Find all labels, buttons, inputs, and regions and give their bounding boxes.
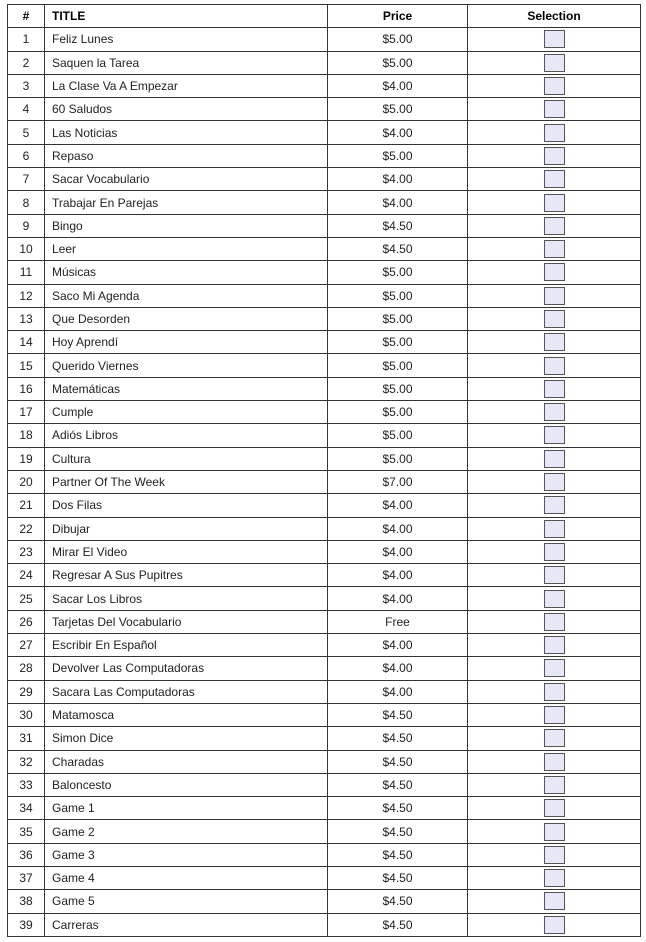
row-number: 15	[8, 354, 45, 377]
row-price: $4.00	[328, 517, 468, 540]
selection-checkbox[interactable]	[544, 496, 565, 514]
table-row	[8, 913, 641, 936]
selection-checkbox[interactable]	[544, 403, 565, 421]
row-price: $5.00	[328, 331, 468, 354]
row-title: Leer	[45, 237, 328, 260]
header-title: TITLE	[45, 5, 328, 28]
order-table	[7, 4, 641, 937]
row-title: Bingo	[45, 214, 328, 237]
row-number: 13	[8, 307, 45, 330]
selection-checkbox[interactable]	[544, 892, 565, 910]
row-title: Game 1	[45, 797, 328, 820]
row-selection-cell	[468, 354, 641, 377]
table-row	[8, 657, 641, 680]
row-price: $5.00	[328, 447, 468, 470]
table-row	[8, 307, 641, 330]
selection-checkbox[interactable]	[544, 706, 565, 724]
row-price: $5.00	[328, 401, 468, 424]
row-selection-cell	[468, 261, 641, 284]
row-price: $4.00	[328, 680, 468, 703]
row-number: 9	[8, 214, 45, 237]
row-selection-cell	[468, 587, 641, 610]
selection-checkbox[interactable]	[544, 729, 565, 747]
row-selection-cell	[468, 447, 641, 470]
row-number: 2	[8, 51, 45, 74]
table-row	[8, 237, 641, 260]
row-number: 32	[8, 750, 45, 773]
table-row	[8, 424, 641, 447]
selection-checkbox[interactable]	[544, 77, 565, 95]
row-price: $5.00	[328, 424, 468, 447]
table-row	[8, 866, 641, 889]
row-title: Hoy Aprendí	[45, 331, 328, 354]
row-number: 36	[8, 843, 45, 866]
row-selection-cell	[468, 866, 641, 889]
row-number: 16	[8, 377, 45, 400]
row-selection-cell	[468, 564, 641, 587]
row-number: 3	[8, 74, 45, 97]
row-number: 8	[8, 191, 45, 214]
row-selection-cell	[468, 727, 641, 750]
row-number: 18	[8, 424, 45, 447]
row-number: 33	[8, 773, 45, 796]
row-selection-cell	[468, 121, 641, 144]
selection-checkbox[interactable]	[544, 30, 565, 48]
row-title: Saquen la Tarea	[45, 51, 328, 74]
row-title: Charadas	[45, 750, 328, 773]
row-selection-cell	[468, 820, 641, 843]
table-row	[8, 470, 641, 493]
table-row	[8, 773, 641, 796]
row-title: Dos Filas	[45, 494, 328, 517]
selection-checkbox[interactable]	[544, 426, 565, 444]
row-title: Mirar El Video	[45, 540, 328, 563]
selection-checkbox[interactable]	[544, 543, 565, 561]
row-title: Sacara Las Computadoras	[45, 680, 328, 703]
row-price: $4.50	[328, 750, 468, 773]
table-row	[8, 51, 641, 74]
row-price: $4.50	[328, 913, 468, 936]
row-number: 25	[8, 587, 45, 610]
table-row	[8, 74, 641, 97]
row-selection-cell	[468, 843, 641, 866]
row-title: Escribir En Español	[45, 634, 328, 657]
row-selection-cell	[468, 540, 641, 563]
row-title: Que Desorden	[45, 307, 328, 330]
row-number: 34	[8, 797, 45, 820]
row-price: $4.00	[328, 564, 468, 587]
row-number: 19	[8, 447, 45, 470]
row-price: $4.50	[328, 727, 468, 750]
selection-checkbox[interactable]	[544, 613, 565, 631]
selection-checkbox[interactable]	[544, 683, 565, 701]
row-title: Saco Mi Agenda	[45, 284, 328, 307]
row-selection-cell	[468, 797, 641, 820]
row-number: 37	[8, 866, 45, 889]
row-title: La Clase Va A Empezar	[45, 74, 328, 97]
row-title: Regresar A Sus Pupitres	[45, 564, 328, 587]
row-number: 10	[8, 237, 45, 260]
row-number: 26	[8, 610, 45, 633]
row-title: Matamosca	[45, 703, 328, 726]
selection-checkbox[interactable]	[544, 520, 565, 538]
selection-checkbox[interactable]	[544, 753, 565, 771]
selection-checkbox[interactable]	[544, 124, 565, 142]
row-number: 24	[8, 564, 45, 587]
row-price: $5.00	[328, 377, 468, 400]
row-selection-cell	[468, 51, 641, 74]
row-number: 21	[8, 494, 45, 517]
row-number: 7	[8, 168, 45, 191]
table-row	[8, 680, 641, 703]
row-price: $4.50	[328, 843, 468, 866]
row-price: $4.00	[328, 540, 468, 563]
selection-checkbox[interactable]	[544, 450, 565, 468]
row-number: 38	[8, 890, 45, 913]
row-title: Matemáticas	[45, 377, 328, 400]
row-selection-cell	[468, 331, 641, 354]
table-row	[8, 587, 641, 610]
row-number: 27	[8, 634, 45, 657]
row-selection-cell	[468, 377, 641, 400]
table-row	[8, 284, 641, 307]
selection-checkbox[interactable]	[544, 170, 565, 188]
row-title: Cumple	[45, 401, 328, 424]
row-price: $5.00	[328, 98, 468, 121]
row-selection-cell	[468, 773, 641, 796]
row-title: Sacar Vocabulario	[45, 168, 328, 191]
header-price: Price	[328, 5, 468, 28]
selection-checkbox[interactable]	[544, 869, 565, 887]
row-title: Simon Dice	[45, 727, 328, 750]
table-row	[8, 540, 641, 563]
row-title: Partner Of The Week	[45, 470, 328, 493]
row-price: $4.50	[328, 820, 468, 843]
row-price: $4.00	[328, 634, 468, 657]
row-number: 17	[8, 401, 45, 424]
selection-checkbox[interactable]	[544, 240, 565, 258]
row-number: 28	[8, 657, 45, 680]
row-selection-cell	[468, 144, 641, 167]
row-price: $4.00	[328, 587, 468, 610]
row-price: $4.00	[328, 494, 468, 517]
row-number: 30	[8, 703, 45, 726]
selection-checkbox[interactable]	[544, 566, 565, 584]
row-selection-cell	[468, 237, 641, 260]
row-title: Devolver Las Computadoras	[45, 657, 328, 680]
row-selection-cell	[468, 424, 641, 447]
row-price: $4.00	[328, 168, 468, 191]
table-row	[8, 703, 641, 726]
row-price: $7.00	[328, 470, 468, 493]
row-number: 14	[8, 331, 45, 354]
selection-checkbox[interactable]	[544, 217, 565, 235]
table-row	[8, 214, 641, 237]
row-price: $5.00	[328, 284, 468, 307]
table-row	[8, 843, 641, 866]
table-row	[8, 610, 641, 633]
table-row	[8, 401, 641, 424]
row-price: $5.00	[328, 51, 468, 74]
row-number: 5	[8, 121, 45, 144]
selection-checkbox[interactable]	[544, 916, 565, 934]
row-price: $5.00	[328, 261, 468, 284]
row-selection-cell	[468, 890, 641, 913]
selection-checkbox[interactable]	[544, 380, 565, 398]
row-selection-cell	[468, 98, 641, 121]
row-selection-cell	[468, 168, 641, 191]
selection-checkbox[interactable]	[544, 263, 565, 281]
table-row	[8, 727, 641, 750]
row-selection-cell	[468, 470, 641, 493]
row-number: 20	[8, 470, 45, 493]
selection-checkbox[interactable]	[544, 636, 565, 654]
row-title: 60 Saludos	[45, 98, 328, 121]
row-selection-cell	[468, 634, 641, 657]
row-title: Sacar Los Libros	[45, 587, 328, 610]
selection-checkbox[interactable]	[544, 100, 565, 118]
table-row	[8, 354, 641, 377]
table-row	[8, 168, 641, 191]
table-row	[8, 494, 641, 517]
row-title: Querido Viernes	[45, 354, 328, 377]
selection-checkbox[interactable]	[544, 799, 565, 817]
row-selection-cell	[468, 494, 641, 517]
table-row	[8, 261, 641, 284]
row-price: $5.00	[328, 28, 468, 51]
row-number: 6	[8, 144, 45, 167]
row-price: $4.00	[328, 121, 468, 144]
row-price: $4.50	[328, 890, 468, 913]
row-title: Baloncesto	[45, 773, 328, 796]
row-price: $5.00	[328, 307, 468, 330]
selection-checkbox[interactable]	[544, 147, 565, 165]
selection-checkbox[interactable]	[544, 590, 565, 608]
row-title: Game 2	[45, 820, 328, 843]
selection-checkbox[interactable]	[544, 310, 565, 328]
row-selection-cell	[468, 74, 641, 97]
table-row	[8, 820, 641, 843]
table-row	[8, 564, 641, 587]
row-price: $5.00	[328, 144, 468, 167]
row-title: Game 5	[45, 890, 328, 913]
row-number: 22	[8, 517, 45, 540]
row-title: Game 3	[45, 843, 328, 866]
row-selection-cell	[468, 680, 641, 703]
table-row	[8, 750, 641, 773]
row-price: $4.50	[328, 214, 468, 237]
selection-checkbox[interactable]	[544, 287, 565, 305]
row-selection-cell	[468, 28, 641, 51]
row-number: 23	[8, 540, 45, 563]
row-price: $5.00	[328, 354, 468, 377]
table-row	[8, 28, 641, 51]
row-selection-cell	[468, 703, 641, 726]
row-price: Free	[328, 610, 468, 633]
row-number: 4	[8, 98, 45, 121]
header-selection: Selection	[468, 5, 641, 28]
row-number: 12	[8, 284, 45, 307]
row-selection-cell	[468, 214, 641, 237]
table-row	[8, 634, 641, 657]
table-row	[8, 121, 641, 144]
row-selection-cell	[468, 284, 641, 307]
table-row	[8, 797, 641, 820]
row-title: Adiós Libros	[45, 424, 328, 447]
row-selection-cell	[468, 750, 641, 773]
row-price: $4.50	[328, 797, 468, 820]
row-selection-cell	[468, 913, 641, 936]
table-row	[8, 331, 641, 354]
row-title: Dibujar	[45, 517, 328, 540]
row-selection-cell	[468, 307, 641, 330]
row-price: $4.00	[328, 191, 468, 214]
selection-checkbox[interactable]	[544, 473, 565, 491]
row-title: Repaso	[45, 144, 328, 167]
row-title: Tarjetas Del Vocabulario	[45, 610, 328, 633]
header-number: #	[8, 5, 45, 28]
table-row	[8, 144, 641, 167]
row-selection-cell	[468, 610, 641, 633]
row-title: Game 4	[45, 866, 328, 889]
selection-checkbox[interactable]	[544, 846, 565, 864]
row-price: $4.50	[328, 866, 468, 889]
selection-checkbox[interactable]	[544, 357, 565, 375]
table-row	[8, 191, 641, 214]
row-number: 29	[8, 680, 45, 703]
row-price: $4.50	[328, 773, 468, 796]
row-number: 31	[8, 727, 45, 750]
selection-checkbox[interactable]	[544, 333, 565, 351]
row-price: $4.00	[328, 657, 468, 680]
row-title: Feliz Lunes	[45, 28, 328, 51]
row-selection-cell	[468, 657, 641, 680]
table-row	[8, 517, 641, 540]
selection-checkbox[interactable]	[544, 659, 565, 677]
row-number: 39	[8, 913, 45, 936]
row-title: Músicas	[45, 261, 328, 284]
row-selection-cell	[468, 517, 641, 540]
selection-checkbox[interactable]	[544, 776, 565, 794]
row-number: 1	[8, 28, 45, 51]
row-selection-cell	[468, 401, 641, 424]
header-row	[8, 5, 641, 28]
selection-checkbox[interactable]	[544, 194, 565, 212]
selection-checkbox[interactable]	[544, 823, 565, 841]
row-number: 11	[8, 261, 45, 284]
row-price: $4.50	[328, 237, 468, 260]
row-title: Carreras	[45, 913, 328, 936]
table-row	[8, 377, 641, 400]
table-row	[8, 98, 641, 121]
row-title: Las Noticias	[45, 121, 328, 144]
row-price: $4.00	[328, 74, 468, 97]
row-title: Cultura	[45, 447, 328, 470]
row-price: $4.50	[328, 703, 468, 726]
table-row	[8, 890, 641, 913]
row-title: Trabajar En Parejas	[45, 191, 328, 214]
row-number: 35	[8, 820, 45, 843]
selection-checkbox[interactable]	[544, 54, 565, 72]
row-selection-cell	[468, 191, 641, 214]
table-row	[8, 447, 641, 470]
